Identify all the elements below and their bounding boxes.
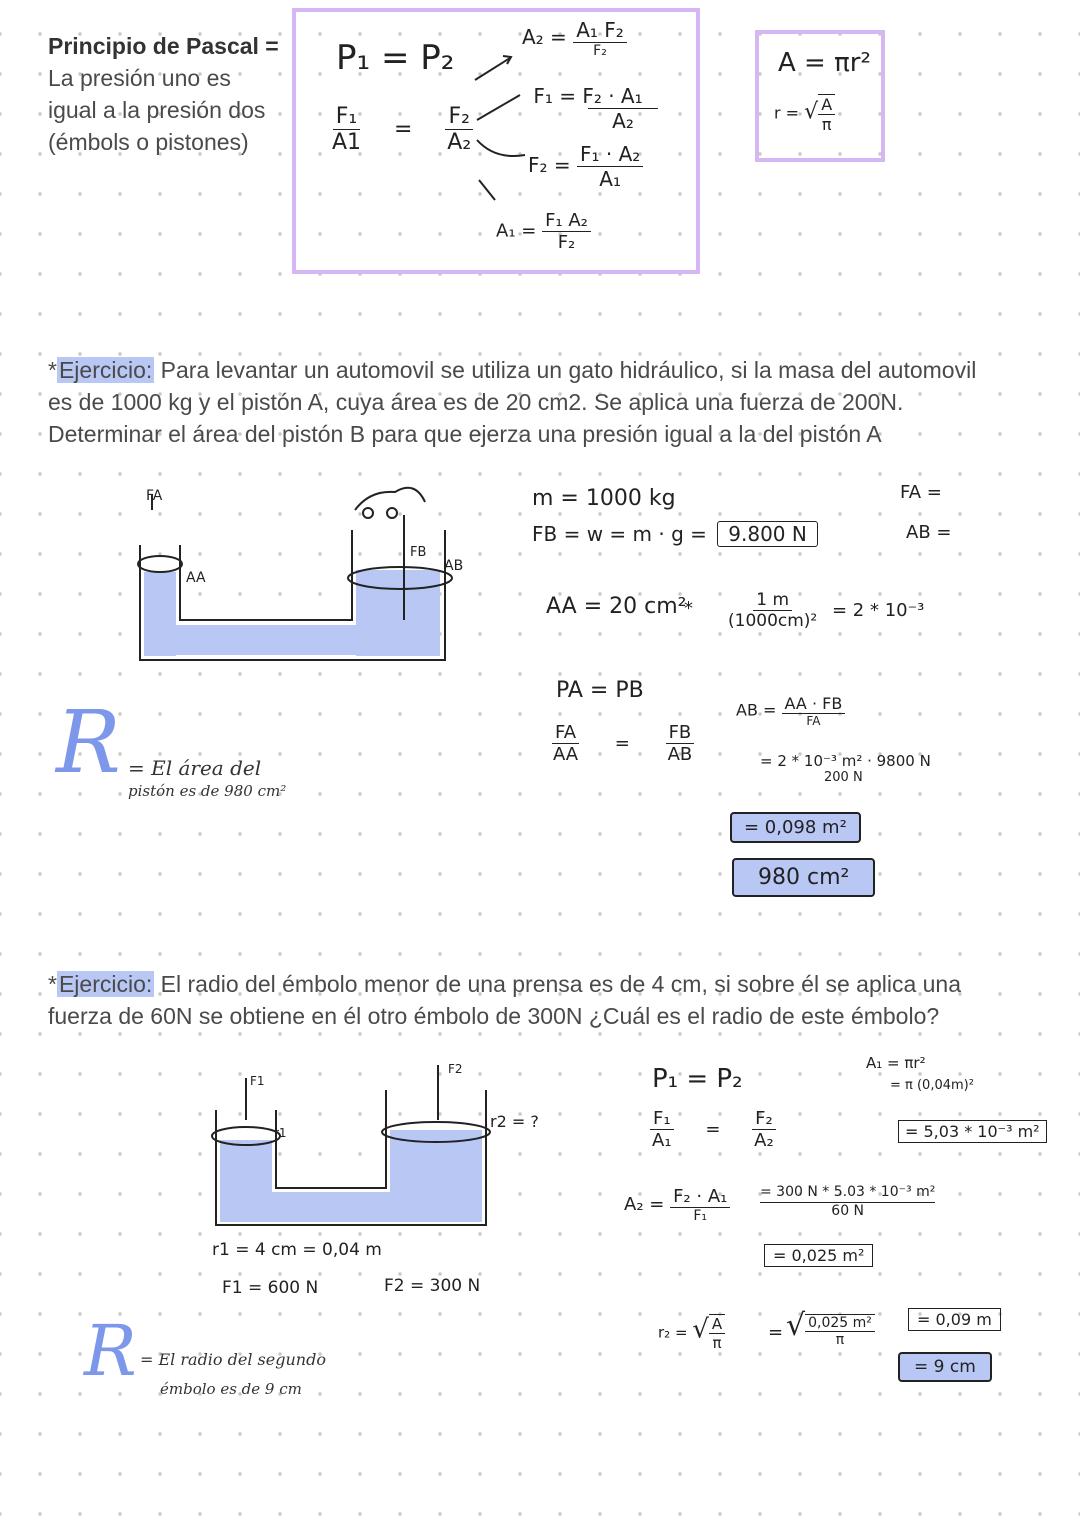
diagram2-f2: F2 xyxy=(448,1062,463,1076)
diagram2-r2: r2 = ? xyxy=(490,1112,539,1131)
ex1-answer-letter: R xyxy=(56,693,121,793)
ex2-r2-result-cm: = 9 cm xyxy=(898,1352,992,1382)
diagram2-f1: F1 xyxy=(250,1074,265,1088)
ex2-a1-line-2: = π (0,04m)² xyxy=(890,1078,974,1093)
ex2-r2-substitution: √ $\frac{\text{0,025 m²}}{\pi}$ xyxy=(786,1308,875,1348)
diagram1-fa: FA xyxy=(146,488,163,504)
ex1-answer-line-1: = El área del xyxy=(128,756,262,780)
f1-formula: F₁ = F₂ · A₁ A₂ xyxy=(518,82,658,133)
intro-text xyxy=(48,30,288,158)
ex1-conv-result: = 2 * 10⁻³ xyxy=(832,600,925,621)
ex1-conversion: $\frac{1 m}{\text{(1000cm)²}}$ xyxy=(728,590,818,631)
exercise1-statement: *Ejercicio: Para levantar un automovil se utiliza un gato hidráulico, si la masa del automovil es de 1000 kg y el pistón A, cuya área es de 20 cm2. Se aplica una fuerza de 200N. Determinar el área del pistón B para que ejerza una presión igual a la del pistón A xyxy=(48,357,977,447)
intro-title: Principio de Pascal = xyxy=(48,33,279,59)
ex2-r2-formula: r₂ = √ $\frac{A}{\pi}$ xyxy=(658,1314,725,1352)
ex1-substitution: = 2 * 10⁻³ m² · 9800 N 200 N xyxy=(760,752,931,785)
ex2-ratio: $\frac{\text{F₁}}{\text{A₁}}$ = $\frac{\text{F₂}}{\text{A₂}}$ xyxy=(650,1108,776,1151)
ex2-a2-formula: A₂ = $\frac{\text{F₂ · A₁}}{\text{F₁}}$ xyxy=(624,1186,730,1224)
ex1-ratio: $\frac{FA}{AA}$ = $\frac{FB}{AB}$ xyxy=(552,722,694,765)
ex1-times: * xyxy=(684,598,693,619)
ex1-ab-label: AB = xyxy=(906,522,952,543)
a1-formula: A₁ = $\frac{\text{F₁ A₂}}{\text{F₂}}$ xyxy=(496,210,591,253)
ex2-answer-line-2: émbolo es de 9 cm xyxy=(160,1380,302,1398)
ratio-formula: $\frac{\text{F₁}}{A1}$ = $\frac{\text{F₂}}{\text{A₂}}$ xyxy=(332,104,472,155)
ex2-r2-result-m: = 0,09 m xyxy=(908,1308,1001,1331)
ex2-pressure-equality: P₁ = P₂ xyxy=(652,1064,743,1094)
exercise2-statement: *Ejercicio: El radio del émbolo menor de una prensa es de 4 cm, si sobre él se aplica una fuerza de 60N se obtiene en él otro émbolo de 300N ¿Cuál es el radio de este émbolo? xyxy=(48,971,962,1029)
ex2-a2-substitution: = 300 N * 5.03 * 10⁻³ m² 60 N xyxy=(760,1184,936,1219)
intro-line-3: (émbols o pistones) xyxy=(48,129,249,155)
ex1-fb-calc: FB = w = m · g = 9.800 N xyxy=(532,522,818,546)
diagram2-r1: r1 xyxy=(274,1126,287,1140)
ex2-a1-result: = 5,03 * 10⁻³ m² xyxy=(898,1120,1047,1143)
ex2-a1-line-1: A₁ = πr² xyxy=(866,1054,926,1072)
ex2-a2-result: = 0,025 m² xyxy=(764,1244,873,1267)
ex2-f1-value: F1 = 600 N xyxy=(222,1278,319,1298)
diagram1-fb: FB xyxy=(410,545,427,560)
press-diagram xyxy=(200,1060,500,1230)
diagram1-ab: AB xyxy=(444,558,464,574)
intro-line-2: igual a la presión dos xyxy=(48,97,266,123)
ex1-mass: m = 1000 kg xyxy=(532,486,676,511)
ex1-aa-calc: AA = 20 cm² xyxy=(546,594,687,619)
intro-line-1: La presión uno es xyxy=(48,65,231,91)
ex2-r1-value: r1 = 4 cm = 0,04 m xyxy=(212,1240,382,1260)
ex1-fa-label: FA = xyxy=(900,482,942,503)
ex2-answer-letter: R xyxy=(84,1310,137,1392)
ex2-equals: = xyxy=(768,1322,784,1343)
ex1-answer-line-2: pistón es de 980 cm² xyxy=(128,782,287,800)
diagram1-aa: AA xyxy=(186,570,206,586)
ex2-answer-line-1: = El radio del segundo xyxy=(140,1350,326,1369)
hydraulic-jack-diagram xyxy=(130,480,480,670)
pressure-equality: P₁ = P₂ xyxy=(336,38,455,78)
ex1-pa-pb: PA = PB xyxy=(556,678,644,703)
f2-formula: F₂ = $\frac{\text{F₁ · A₂}}{\text{A₁}}$ xyxy=(528,142,643,191)
circle-radius-formula: r = √ $\frac{A}{\pi}$ xyxy=(774,94,835,134)
a2-formula: A₂ = $\frac{\text{A₁ F₂}}{\text{F₂}}$ xyxy=(522,18,627,59)
ex1-result-m2: = 0,098 m² xyxy=(730,812,861,843)
ex1-result-cm2: 980 cm² xyxy=(732,858,875,897)
circle-area-formula: A = πr² xyxy=(778,48,871,78)
ex1-ab-formula: AB = $\frac{AA \cdot FB}{FA}$ xyxy=(736,694,845,728)
ex2-f2-value: F2 = 300 N xyxy=(384,1276,481,1296)
